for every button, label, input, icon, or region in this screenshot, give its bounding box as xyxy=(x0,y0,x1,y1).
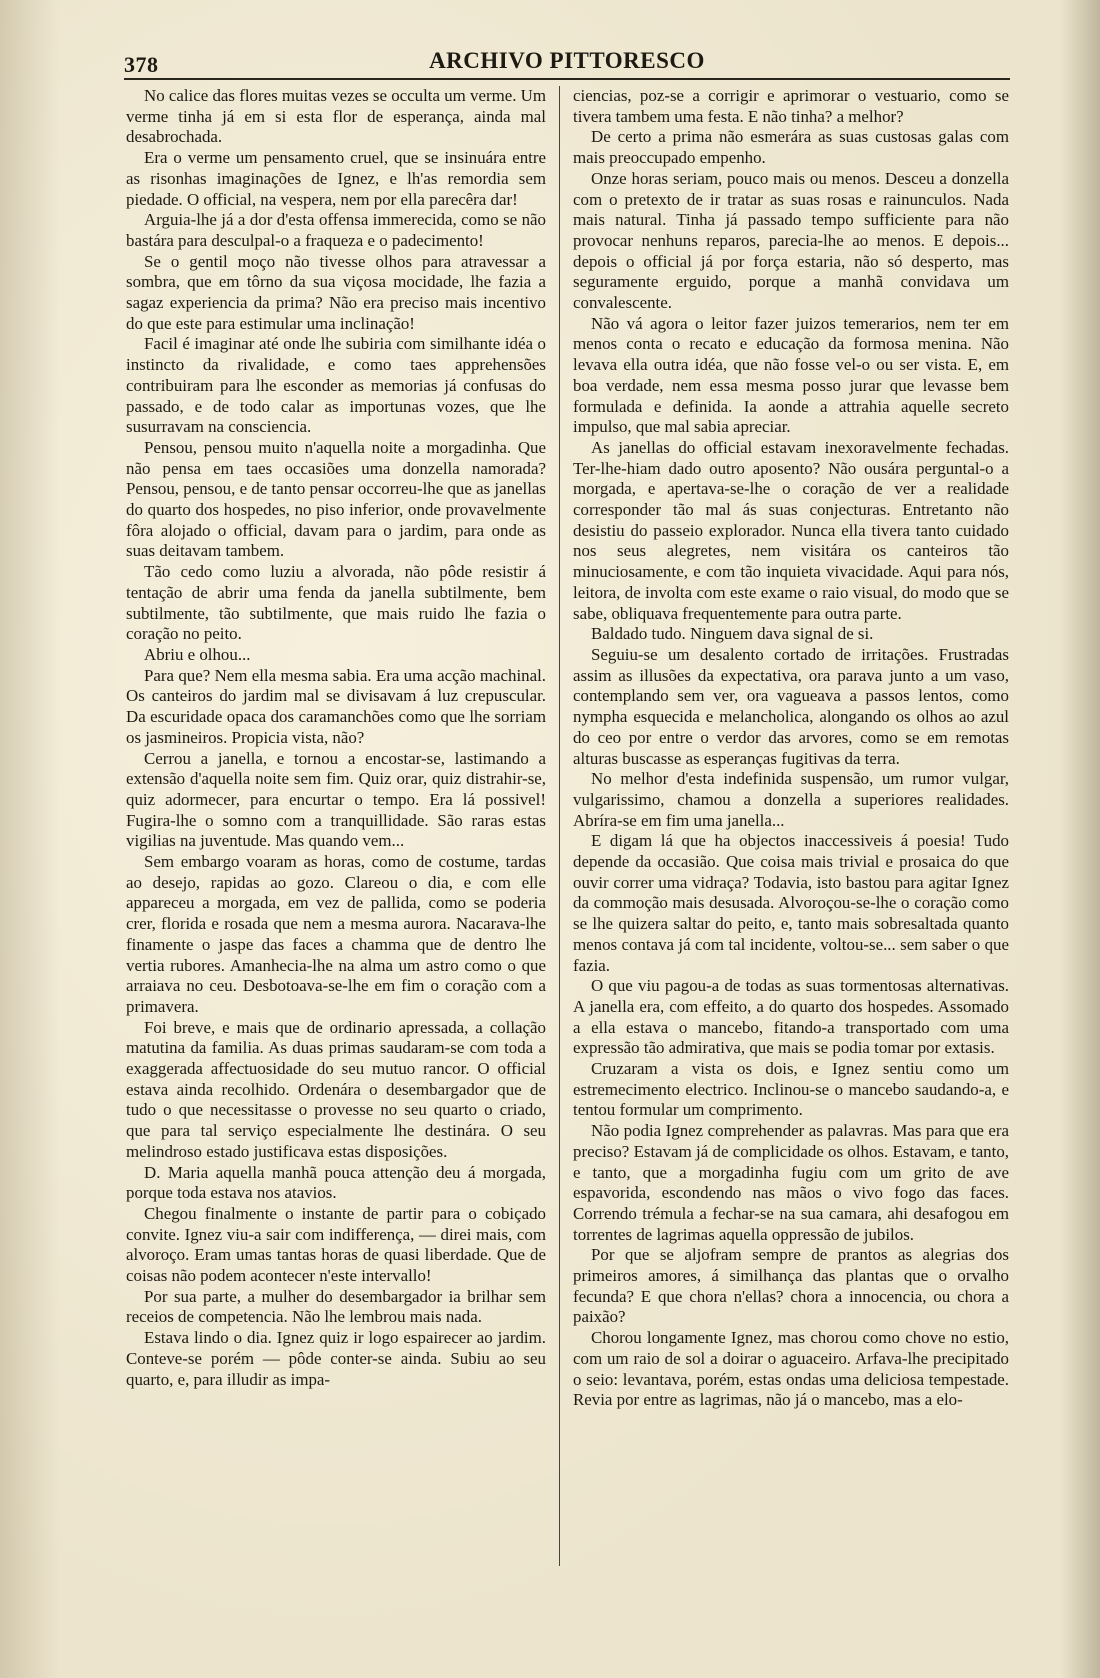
paragraph: Arguia-lhe já a dor d'esta offensa immerecida, como se não bastára para desculpal-o a fraqueza e o padecimento! xyxy=(126,210,546,250)
paragraph: O que viu pagou-a de todas as suas tormentosas alternativas. A janella era, com effeito, a do quarto dos hospedes. Assomado a ella estava o mancebo, fitando-a transportado com uma expressão tão admirativa, que mais se podia tomar por extasis. xyxy=(573,976,1009,1058)
paragraph: Cerrou a janella, e tornou a encostar-se, lastimando a extensão d'aquella noite sem fim. Quiz orar, quiz distrahir-se, quiz adormecer, para encurtar o tempo. Era lá possivel! Fugira-lhe o somno com a tranquillidade. São raras estas vigilias na juventude. Mas quando vem... xyxy=(126,748,546,851)
paragraph: As janellas do official estavam inexoravelmente fechadas. Ter-lhe-hiam dado outro aposento? Não ousára perguntal-o a morgada, e apertava-se-lhe o coração de ver a realidade corresponder tão mal ás suas conjecturas. Entretanto não desistiu do passeio explorador. Nunca ella tivera tanto cuidado nos seus alegretes, nem visitára os canteiros tão minuciosamente, e com tão inquieta vivacidade. Aqui para nós, leitora, de involta com este exame o raio visual, do modo que se sabe, obliquava frequentemente para outra parte. xyxy=(573,437,1009,623)
paragraph: Facil é imaginar até onde lhe subiria com similhante idéa o instincto da rivalidade, e como taes apprehensões contribuiram para lhe esconder as memorias já confusas do passado, e de todo calar as importunas vozes, que lhe susurravam na consciencia. xyxy=(126,334,546,437)
paragraph: Se o gentil moço não tivesse olhos para atravessar a sombra, que em tôrno da sua viçosa mocidade, lhe fazia a sagaz experiencia da prima? Não era preciso mais incentivo do que este para estimular uma inclinação! xyxy=(126,251,546,333)
journal-title: ARCHIVO PITTORESCO xyxy=(429,48,705,73)
paragraph: Para que? Nem ella mesma sabia. Era uma acção machinal. Os canteiros do jardim mal se divisavam á luz crepuscular. Da escuridade opaca dos caramanchões como que lhe sorriam os jasmineiros. Propicia vista, não? xyxy=(126,665,546,747)
binding-shadow xyxy=(1060,0,1100,1678)
paragraph: Cruzaram a vista os dois, e Ignez sentiu como um estremecimento electrico. Inclinou-se o mancebo saudando-a, e tentou formular um comprimento. xyxy=(573,1059,1009,1120)
paragraph: Estava lindo o dia. Ignez quiz ir logo espairecer ao jardim. Conteve-se porém — pôde conter-se ainda. Subiu ao seu quarto, e, para illudir as impa- xyxy=(126,1328,546,1389)
paragraph: Tão cedo como luziu a alvorada, não pôde resistir á tentação de abrir uma fenda da janella subtilmente, bem subtilmente, tão subtilmente, que mais ruido lhe fazia o coração no peito. xyxy=(126,562,546,644)
column-divider xyxy=(559,86,560,1566)
paragraph: No calice das flores muitas vezes se occulta um verme. Um verme tinha já em si esta flor de esperança, ainda mal desabrochada. xyxy=(126,86,546,147)
paragraph: Baldado tudo. Ninguem dava signal de si. xyxy=(591,624,874,644)
page-number: 378 xyxy=(124,52,159,77)
running-head xyxy=(124,42,1010,78)
paragraph: Não vá agora o leitor fazer juizos temerarios, nem ter em menos conta o recato e educação da formosa menina. Não levava ella outra idéa, que não fosse vel-o ou ser vista. E, em boa verdade, nem essa mesma posso jurar que levasse bem formulada e definida. Ia aonde a attrahia aquelle secreto impulso, que mal sabia apreciar. xyxy=(573,313,1009,437)
left-column xyxy=(126,86,546,1566)
paragraph: Chegou finalmente o instante de partir para o cobiçado convite. Ignez viu-a sair com indifferença, — direi mais, com alvoroço. Eram umas tantas horas de quasi liberdade. Que de coisas não podem acontecer n'este intervallo! xyxy=(126,1203,546,1286)
paragraph: Pensou, pensou muito n'aquella noite a morgadinha. Que não pensa em taes occasiões uma donzella namorada? Pensou, pensou, e de tanto pensar occorreu-lhe que as janellas do quarto dos hospedes, no piso inferior, onde provavelmente fôra alojado o official, davam para o jardim, para onde as suas deitavam tambem. xyxy=(126,437,546,561)
paragraph: Chorou longamente Ignez, mas chorou como chove no estio, com um raio de sol a doirar o aguaceiro. Arfava-lhe precipitado o seio: levantava, porém, estas ondas uma deliciosa tempestade. Revia por entre as lagrimas, não já o mancebo, mas a elo- xyxy=(573,1328,1009,1410)
paragraph: Por sua parte, a mulher do desembargador ia brilhar sem receios de competencia. Não lhe lembrou mais nada. xyxy=(126,1286,546,1327)
paragraph: Não podia Ignez comprehender as palavras. Mas para que era preciso? Estavam já de complicidade os olhos. Estavam, e tanto, e tanto, que a morgadinha fugiu com um grito de ave espavorida, escondendo nas mãos o vivo fogo das faces. Correndo trémula a fechar-se na sua camara, ahi desafogou em torrentes de lagrimas aquella oppressão de jubilos. xyxy=(573,1121,1009,1244)
paragraph: Abriu e olhou... xyxy=(144,644,251,664)
header-rule xyxy=(124,78,1010,80)
paragraph: No melhor d'esta indefinida suspensão, um rumor vulgar, vulgarissimo, chamou a donzella a superiores realidades. Abríra-se em fim uma janella... xyxy=(573,769,1009,830)
paragraph: Era o verme um pensamento cruel, que se insinuára entre as risonhas imaginações de Ignez, e lh'as remordia sem piedade. O official, na vespera, nem por ella parecêra dar! xyxy=(126,148,546,209)
paragraph: Sem embargo voaram as horas, como de costume, tardas ao desejo, rapidas ao gozo. Clareou o dia, e com elle appareceu a morgada, em vez de pallida, como se poderia crer, florida e rosada que nem a mesma aurora. Nacarava-lhe finamente o jaspe das faces a chamma que de dentro lhe vertia rubores. Amanhecia-lhe na alma um astro como o que arraiava no ceu. Desbotoava-se-lhe em fim o coração com a primavera. xyxy=(126,852,546,1016)
paragraph: Seguiu-se um desalento cortado de irritações. Frustradas assim as illusões da expectativa, ora parava junto a um vaso, contemplando sem ver, ora vagueava a passos lentos, como nympha esquecida e melancholica, alongando os olhos ao azul do ceo por entre o verdor das arvores, como se em remotas alturas buscasse as esperanças fugitivas da terra. xyxy=(573,644,1009,768)
paragraph: ciencias, poz-se a corrigir e aprimorar o vestuario, como se tivera tambem uma festa. E não tinha? a melhor? xyxy=(573,86,1009,126)
paragraph: De certo a prima não esmerára as suas custosas galas com mais preoccupado empenho. xyxy=(573,127,1009,168)
paragraph: E digam lá que ha objectos inaccessiveis á poesia! Tudo depende da occasião. Que coisa mais trivial e prosaica do que ouvir correr uma vidraça? Todavia, isto bastou para agitar Ignez da commoção mais desusada. Alvoroçou-se-lhe o coração como se lhe quizera saltar do peito, e, tanto mais sobresaltada quanto menos contava já com tal incidente, voltou-se... sem saber o que fazia. xyxy=(573,831,1009,975)
paragraph: D. Maria aquella manhã pouca attenção deu á morgada, porque toda estava nos atavios. xyxy=(126,1162,546,1203)
paragraph: Onze horas seriam, pouco mais ou menos. Desceu a donzella com o pretexto de ir tratar as suas rosas e rainunculos. Nada mais natural. Tinha já passado tempo sufficiente para não provocar nenhuns reparos, parecia-lhe ao menos. E depois... depois o official já por força estaria, não só desperto, mas seguramente erguido, porque a manhã convidava um convalescente. xyxy=(573,168,1009,313)
paragraph: Por que se aljofram sempre de prantos as alegrias dos primeiros amores, á similhança das plantas que o orvalho fecunda? E que chora n'ellas? chora a innocencia, ou chora a paixão? xyxy=(573,1245,1009,1327)
right-column xyxy=(573,86,1009,1566)
paragraph: Foi breve, e mais que de ordinario apressada, a collação matutina da familia. As duas primas saudaram-se com toda a exaggerada affectuosidade do seu mutuo rancor. O official estava ainda recolhido. Ordenára o desembargador que de tudo o que necessitasse o provesse no seu quarto o criado, que para tal serviço especialmente lhe destinára. O seu melindroso estado justificava estas disposições. xyxy=(126,1017,546,1161)
page-edge-shadow xyxy=(0,0,60,1678)
